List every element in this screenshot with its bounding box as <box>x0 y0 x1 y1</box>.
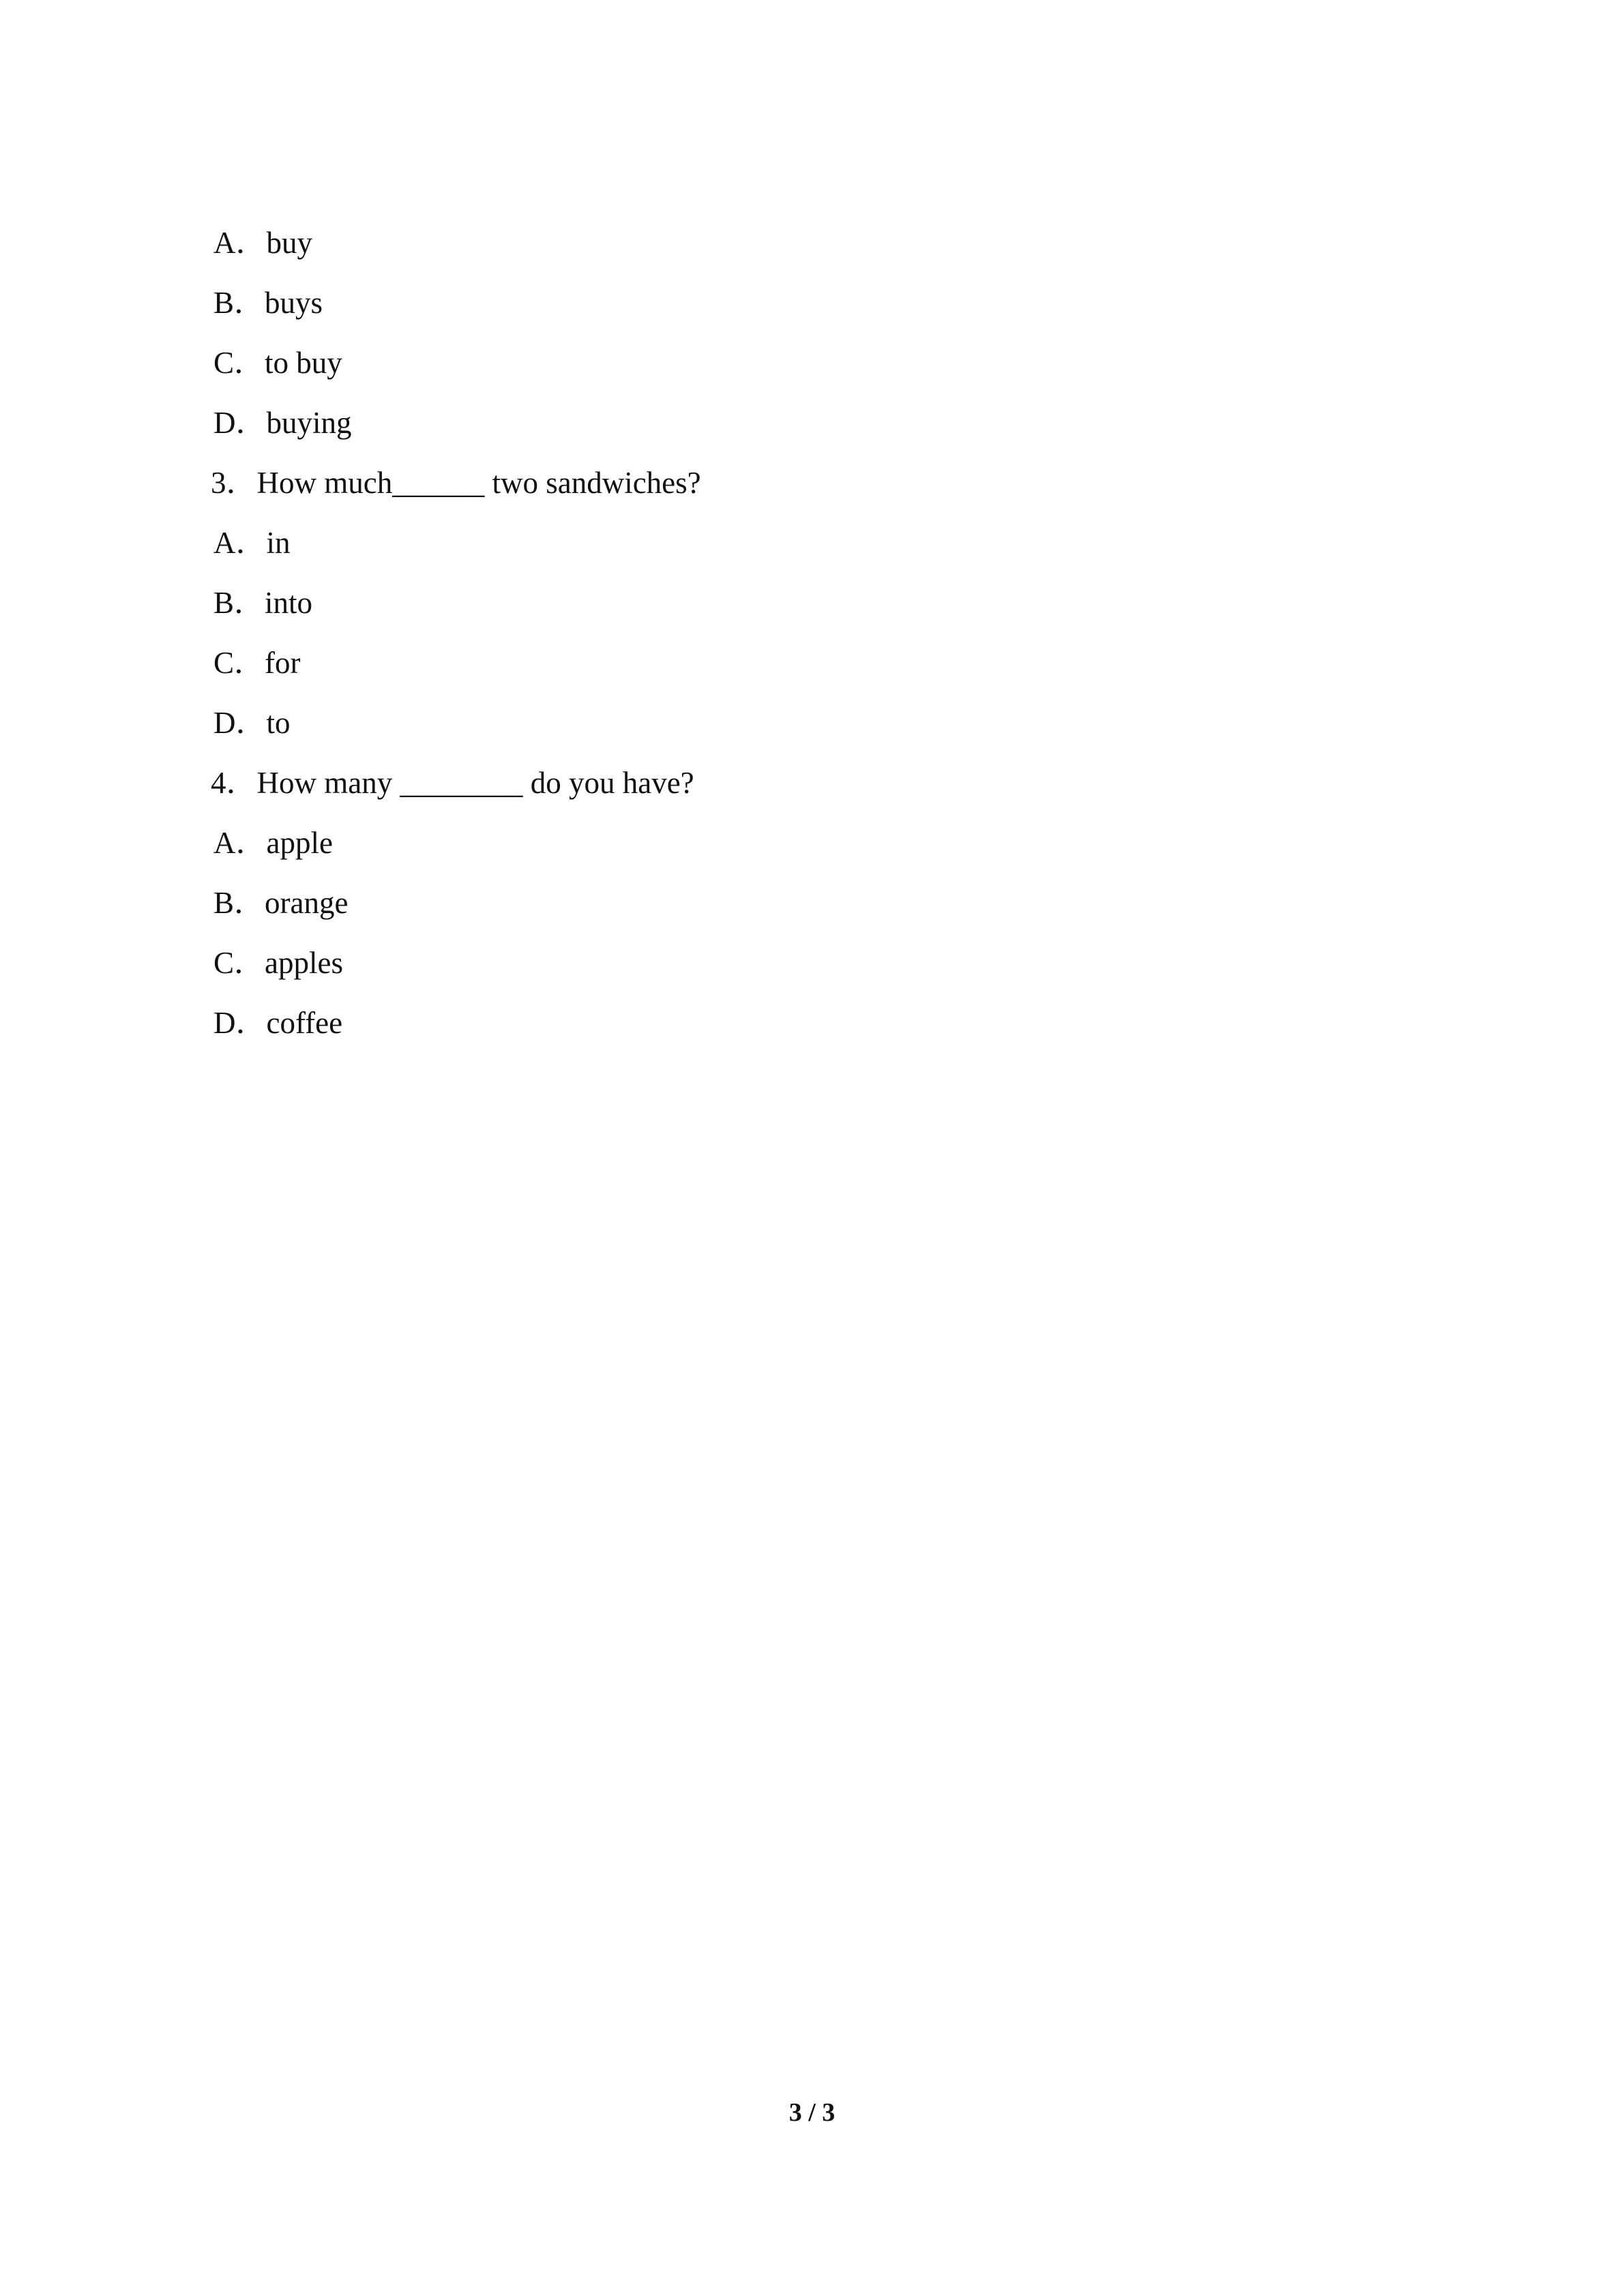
question-3: 3．How much______ two sandwiches? <box>211 466 701 500</box>
option-c-apples: C．apples <box>213 946 343 980</box>
option-b-into: B．into <box>213 586 313 620</box>
question-4: 4．How many ________ do you have? <box>211 766 694 800</box>
option-c-to-buy: C．to buy <box>213 346 342 380</box>
option-c-for: C．for <box>213 646 301 680</box>
option-d-coffee: D．coffee <box>213 1006 343 1040</box>
option-a-in: A．in <box>213 526 291 560</box>
page-number: 3 / 3 <box>788 2098 836 2127</box>
option-a-buy: A．buy <box>213 226 312 260</box>
option-b-orange: B．orange <box>213 886 349 920</box>
option-d-buying: D．buying <box>213 406 352 440</box>
option-b-buys: B．buys <box>213 286 323 320</box>
option-d-to: D．to <box>213 706 291 740</box>
document-body <box>211 213 1438 1053</box>
option-a-apple: A．apple <box>213 826 333 860</box>
